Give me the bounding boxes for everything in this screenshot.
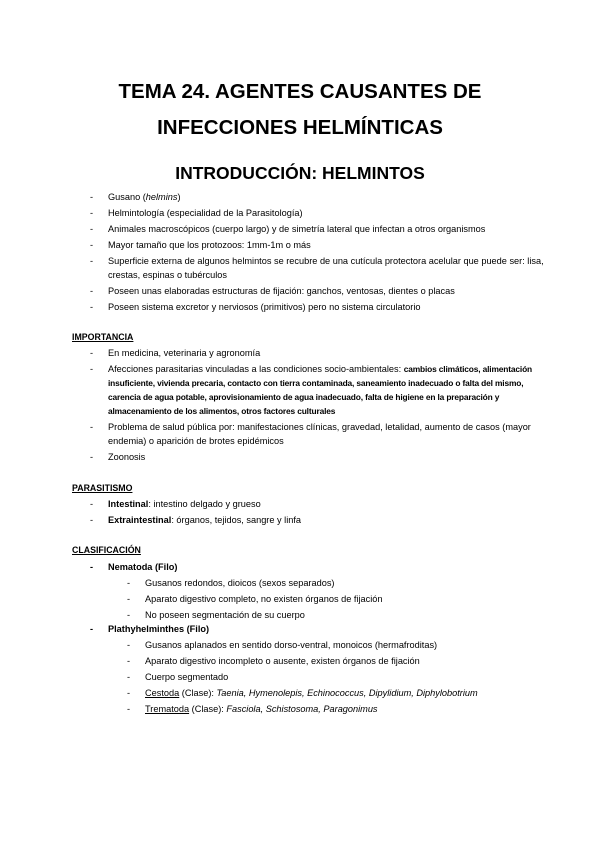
intro-list — [90, 190, 550, 316]
clasificacion-label: CLASIFICACIÓN — [72, 545, 141, 555]
parasitismo-item-text: : órganos, tejidos, sangre y linfa — [171, 515, 302, 525]
trematoda-genera: Fasciola, Schistosoma, Paragonimus — [226, 704, 378, 714]
plathy-subitem: - Gusanos aplanados en sentido dorso-ventral, monoicos (hermafroditas) — [127, 638, 527, 652]
importancia-item: - Problema de salud pública por: manifestaciones clínicas, gravedad, letalidad, aumento de casos (mayor endemia) o aparición de brotes epidémicos — [90, 420, 550, 448]
intro-item: - Mayor tamaño que los protozoos: 1mm-1m o más — [90, 238, 550, 252]
cestoda-item — [127, 686, 527, 700]
intro-heading: INTRODUCCIÓN: HELMINTOS — [175, 163, 425, 183]
intro-item: - Superficie externa de algunos helmintos se recubre de una cutícula protectora acelular que puede ser: lisa, crestas, espinas o tubérculos — [90, 254, 550, 282]
importancia-item-bold: cambios climáticos, alimentación insuficiente, vivienda precaria, contacto con tierra contaminada, saneamiento inadecuado o falta del mismo, carencia de agua potable, aprovisionamiento de agua inadecuado, falta de higiene en la preparación y almacenamiento de los alimentos, otros factores culturales — [108, 364, 533, 416]
cestoda-name: Cestoda — [145, 688, 180, 698]
importancia-label: IMPORTANCIA — [72, 332, 134, 342]
trematoda-class: (Clase): — [189, 704, 227, 714]
parasitismo-item — [90, 513, 550, 527]
intro-item-text: Gusano ( — [108, 192, 146, 202]
parasitismo-item-text: : intestino delgado y grueso — [148, 499, 261, 509]
intro-item: - Poseen unas elaboradas estructuras de fijación: ganchos, ventosas, dientes o placas — [90, 284, 550, 298]
parasitismo-label: PARASITISMO — [72, 483, 133, 493]
intro-item-text: ) — [177, 192, 181, 202]
plathy-subitem: - Cuerpo segmentado — [127, 670, 527, 684]
intro-item — [90, 190, 550, 204]
importancia-list — [90, 346, 550, 466]
nematoda-list — [90, 560, 550, 576]
title-line-2: INFECCIONES HELMÍNTICAS — [157, 116, 443, 139]
trematoda-item — [127, 702, 527, 716]
importancia-item — [90, 362, 550, 418]
title-line-1: TEMA 24. AGENTES CAUSANTES DE — [118, 80, 482, 103]
intro-item: - Poseen sistema excretor y nerviosos (primitivos) pero no sistema circulatorio — [90, 300, 550, 314]
parasitismo-list — [90, 497, 550, 529]
nematoda-item: - Nematoda (Filo) — [90, 560, 550, 574]
parasitismo-item — [90, 497, 550, 511]
importancia-item: - En medicina, veterinaria y agronomía — [90, 346, 550, 360]
intro-item: - Animales macroscópicos (cuerpo largo) y de simetría lateral que infectan a otros organismos — [90, 222, 550, 236]
importancia-item-text: Afecciones parasitarias vinculadas a las condiciones socio-ambientales: — [108, 364, 404, 374]
plathy-item: - Plathyhelminthes (Filo) — [90, 622, 550, 636]
parasitismo-item-bold: Intestinal — [108, 499, 149, 509]
plathy-sublist — [127, 638, 527, 718]
plathy-subitem: - Aparato digestivo incompleto o ausente, existen órganos de fijación — [127, 654, 527, 668]
intro-item-italic: helmins — [145, 192, 178, 202]
cestoda-genera: Taenia, Hymenolepis, Echinococcus, Dipylidium, Diphylobotrium — [216, 688, 478, 698]
nematoda-subitem: - No poseen segmentación de su cuerpo — [127, 608, 527, 622]
importancia-item: - Zoonosis — [90, 450, 550, 464]
intro-item: - Helmintología (especialidad de la Parasitología) — [90, 206, 550, 220]
cestoda-class: (Clase): — [179, 688, 217, 698]
nematoda-sublist — [127, 576, 527, 624]
plathy-list — [90, 622, 550, 638]
parasitismo-item-bold: Extraintestinal — [108, 515, 172, 525]
nematoda-subitem: - Aparato digestivo completo, no existen órganos de fijación — [127, 592, 527, 606]
nematoda-subitem: - Gusanos redondos, dioicos (sexos separados) — [127, 576, 527, 590]
trematoda-name: Trematoda — [145, 704, 190, 714]
